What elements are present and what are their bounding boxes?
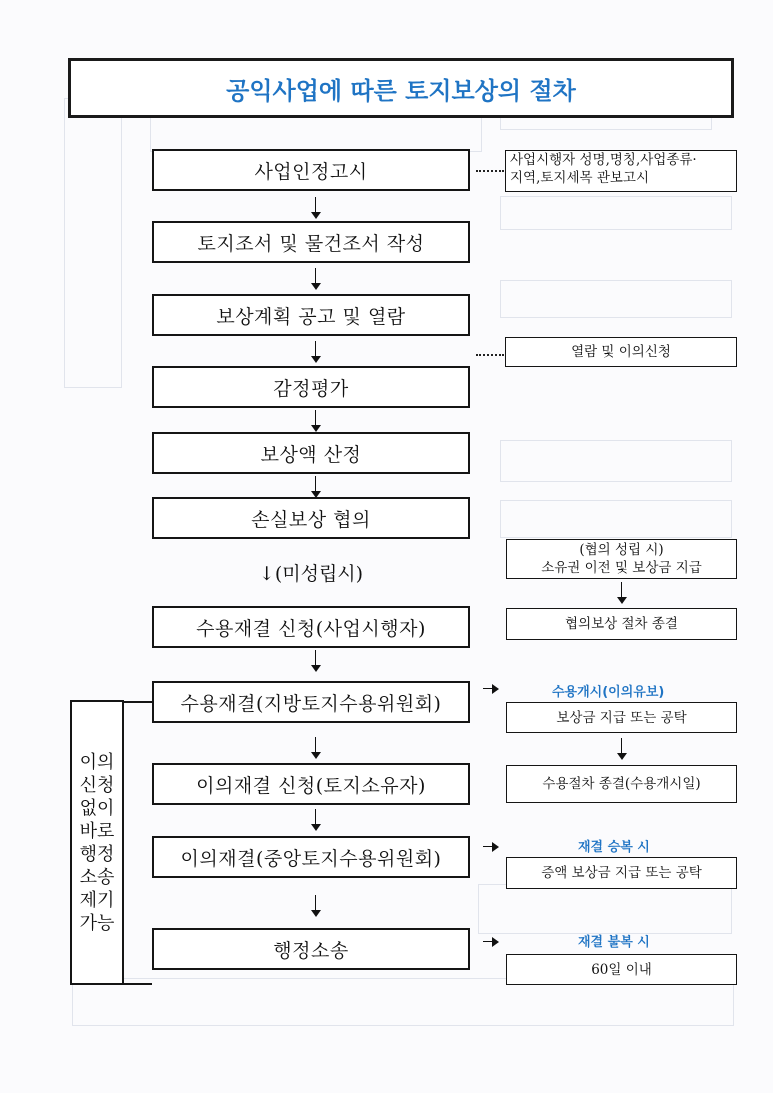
inspection-objection-box: 열람 및 이의신청 xyxy=(505,337,737,367)
background-ghost-box xyxy=(478,884,732,934)
background-ghost-box xyxy=(72,978,734,1026)
background-ghost-box xyxy=(500,196,732,230)
expropriation-end-box: 수용절차 종결(수용개시일) xyxy=(506,765,737,803)
step-local-expropriation-ruling: 수용재결(지방토지수용위원회) xyxy=(152,681,470,723)
step-not-agreed: ↓(미성립시) xyxy=(258,562,364,585)
step-compensation-negotiation: 손실보상 협의 xyxy=(152,497,470,539)
ruling-accepted-label: 재결 승복 시 xyxy=(578,840,650,855)
ruling-rejected-label: 재결 불복 시 xyxy=(578,935,650,950)
step-administrative-litigation: 행정소송 xyxy=(152,928,470,970)
down-arrow-icon xyxy=(309,476,323,498)
background-ghost-box xyxy=(500,500,732,538)
background-ghost-box xyxy=(500,440,732,482)
agreement-condition-text: (협의 성립 시) xyxy=(579,542,664,558)
right-arrow-icon xyxy=(483,842,499,852)
step-project-approval-notice: 사업인정고시 xyxy=(152,149,470,191)
notice-detail-line2: 지역,토지세목 관보고시 xyxy=(510,170,649,186)
down-arrow-icon xyxy=(309,650,323,672)
notice-detail-line1: 사업시행자 성명,명칭,사업종류· xyxy=(510,152,697,168)
step-expropriation-application: 수용재결 신청(사업시행자) xyxy=(152,606,470,648)
down-arrow-icon xyxy=(309,341,323,363)
expropriation-start-label: 수용개시(이의유보) xyxy=(552,685,665,700)
down-arrow-icon xyxy=(615,582,629,604)
down-arrow-icon xyxy=(309,895,323,917)
bracket-connector xyxy=(124,701,152,703)
page-title: 공익사업에 따른 토지보상의 절차 xyxy=(68,58,734,118)
down-arrow-icon xyxy=(309,268,323,290)
deadline-box: 60일 이내 xyxy=(506,954,737,985)
step-appraisal: 감정평가 xyxy=(152,366,470,408)
step-land-goods-survey: 토지조서 및 물건조서 작성 xyxy=(152,221,470,263)
down-arrow-icon xyxy=(309,410,323,432)
dotted-connector xyxy=(476,170,504,172)
notice-detail-box xyxy=(505,150,737,192)
right-arrow-icon xyxy=(483,684,499,694)
step-objection-application: 이의재결 신청(토지소유자) xyxy=(152,763,470,805)
direct-litigation-note: 이의신청없이바로행정소송제기가능 xyxy=(70,700,124,985)
step-central-objection-ruling: 이의재결(중앙토지수용위원회) xyxy=(152,836,470,878)
agreement-result-text: 소유권 이전 및 보상금 지급 xyxy=(541,560,702,576)
background-ghost-box xyxy=(500,280,732,318)
dotted-connector xyxy=(476,354,504,356)
right-arrow-icon xyxy=(483,937,499,947)
step-compensation-calculation: 보상액 산정 xyxy=(152,432,470,474)
agreement-end-box: 협의보상 절차 종결 xyxy=(506,608,737,640)
down-arrow-icon xyxy=(615,738,629,760)
step-compensation-plan-notice: 보상계획 공고 및 열람 xyxy=(152,294,470,336)
down-arrow-icon xyxy=(309,737,323,759)
background-ghost-box xyxy=(64,98,122,388)
agreement-reached-box xyxy=(506,539,737,579)
increased-payment-box: 증액 보상금 지급 또는 공탁 xyxy=(506,857,737,889)
down-arrow-icon xyxy=(309,809,323,831)
bracket-connector xyxy=(124,983,152,985)
down-arrow-icon xyxy=(309,197,323,219)
payment-deposit-box: 보상금 지급 또는 공탁 xyxy=(506,702,737,733)
